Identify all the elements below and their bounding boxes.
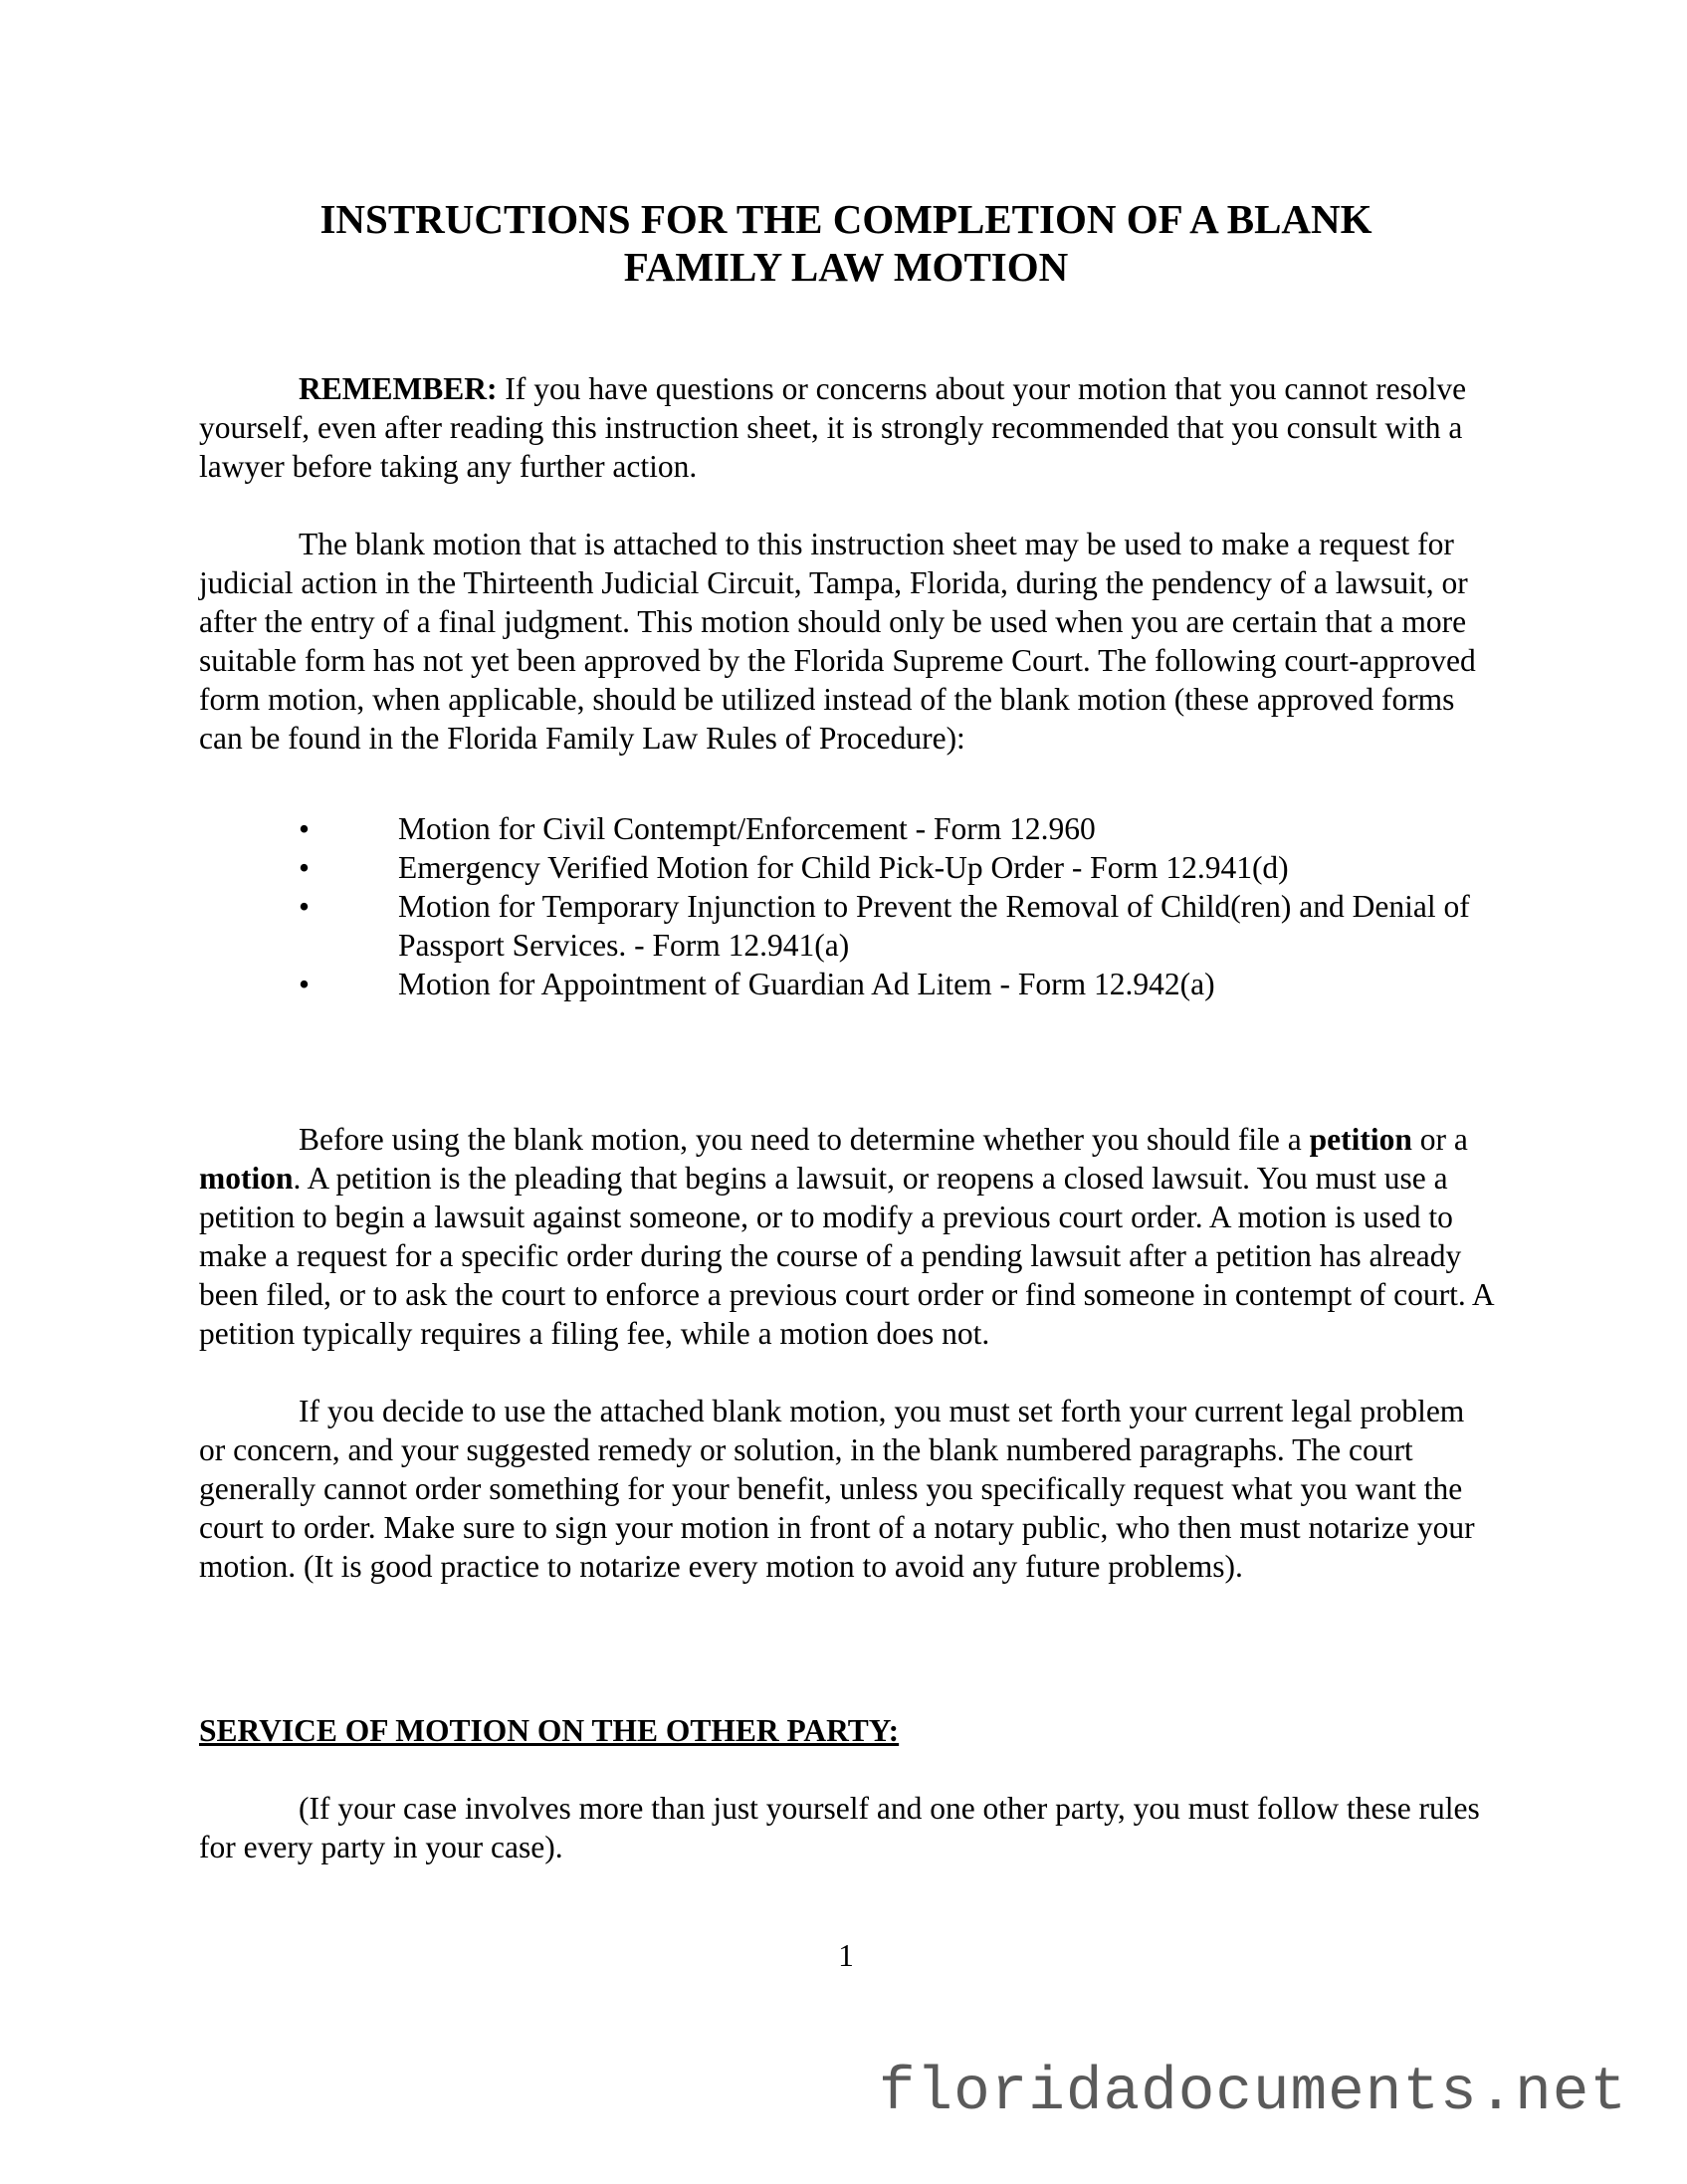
document-title-line-1: INSTRUCTIONS FOR THE COMPLETION OF A BLANK — [319, 196, 1372, 242]
bullet-icon: • — [299, 967, 311, 1001]
service-paragraph: (If your case involves more than just yourself and one other party, you must follow these rules for every party in your case). — [199, 1791, 1480, 1864]
petition-text-1: Before using the blank motion, you need to determine whether you should file a — [299, 1122, 1310, 1157]
attached-motion-paragraph: If you decide to use the attached blank motion, you must set forth your current legal problem or concern, and your suggested remedy or solution, in the blank numbered paragraphs. The court generally cannot order something for your benefit, unless you specifically request what you want the court to order. Make sure to sign your motion in front of a notary public, who then must notarize your motion. (It is good practice to notarize every motion to avoid any future problems). — [199, 1394, 1475, 1584]
petition-text-3: . A petition is the pleading that begins a lawsuit, or reopens a closed lawsuit. You must use a petition to begin a lawsuit against someone, or to modify a previous court order. A motion is used to make a request for a specific order during the course of a pending lawsuit after a petition has already been filed, or to ask the court to enforce a previous court order or find someone in contempt of court. A petition typically requires a filing fee, while a motion does not. — [199, 1161, 1493, 1351]
document-title — [199, 195, 1493, 291]
remember-label: REMEMBER: — [299, 371, 498, 406]
bullet-icon: • — [299, 850, 311, 885]
page-number: 1 — [838, 1938, 854, 1973]
motion-bold: motion — [199, 1161, 294, 1196]
petition-paragraph — [199, 1120, 1493, 1353]
service-heading: SERVICE OF MOTION ON THE OTHER PARTY: — [199, 1713, 900, 1748]
list-item-text: Emergency Verified Motion for Child Pick-Up Order - Form 12.941(d) — [398, 850, 1289, 885]
list-item-text: Motion for Appointment of Guardian Ad Litem - Form 12.942(a) — [398, 967, 1215, 1001]
remember-text: If you have questions or concerns about your motion that you cannot resolve yourself, even after reading this instruction sheet, it is strongly recommended that you consult with a lawyer before taking any further action. — [199, 371, 1467, 484]
remember-paragraph — [199, 369, 1493, 486]
list-item — [299, 887, 1493, 965]
bullet-icon: • — [299, 889, 311, 924]
list-item-text: Motion for Temporary Injunction to Prevent the Removal of Child(ren) and Denial of Passport Services. - Form 12.941(a) — [398, 889, 1470, 963]
list-item — [299, 848, 1493, 887]
petition-text-2: or a — [1411, 1122, 1468, 1157]
watermark: floridadocuments.net — [878, 2059, 1627, 2127]
petition-bold: petition — [1309, 1122, 1412, 1157]
list-item-text: Motion for Civil Contempt/Enforcement - Form 12.960 — [398, 811, 1096, 846]
approved-forms-list — [299, 809, 1493, 1003]
bullet-icon: • — [299, 811, 311, 846]
list-item — [299, 809, 1493, 848]
document-title-line-2: FAMILY LAW MOTION — [623, 244, 1069, 290]
list-item — [299, 965, 1493, 1003]
intro-paragraph: The blank motion that is attached to this instruction sheet may be used to make a request for judicial action in the Thirteenth Judicial Circuit, Tampa, Florida, during the pendency of a lawsuit, or after the entry of a final judgment. This motion should only be used when you are certain that a more suitable form has not yet been approved by the Florida Supreme Court. The following court-approved form motion, when applicable, should be utilized instead of the blank motion (these approved forms can be found in the Florida Family Law Rules of Procedure): — [199, 527, 1476, 756]
